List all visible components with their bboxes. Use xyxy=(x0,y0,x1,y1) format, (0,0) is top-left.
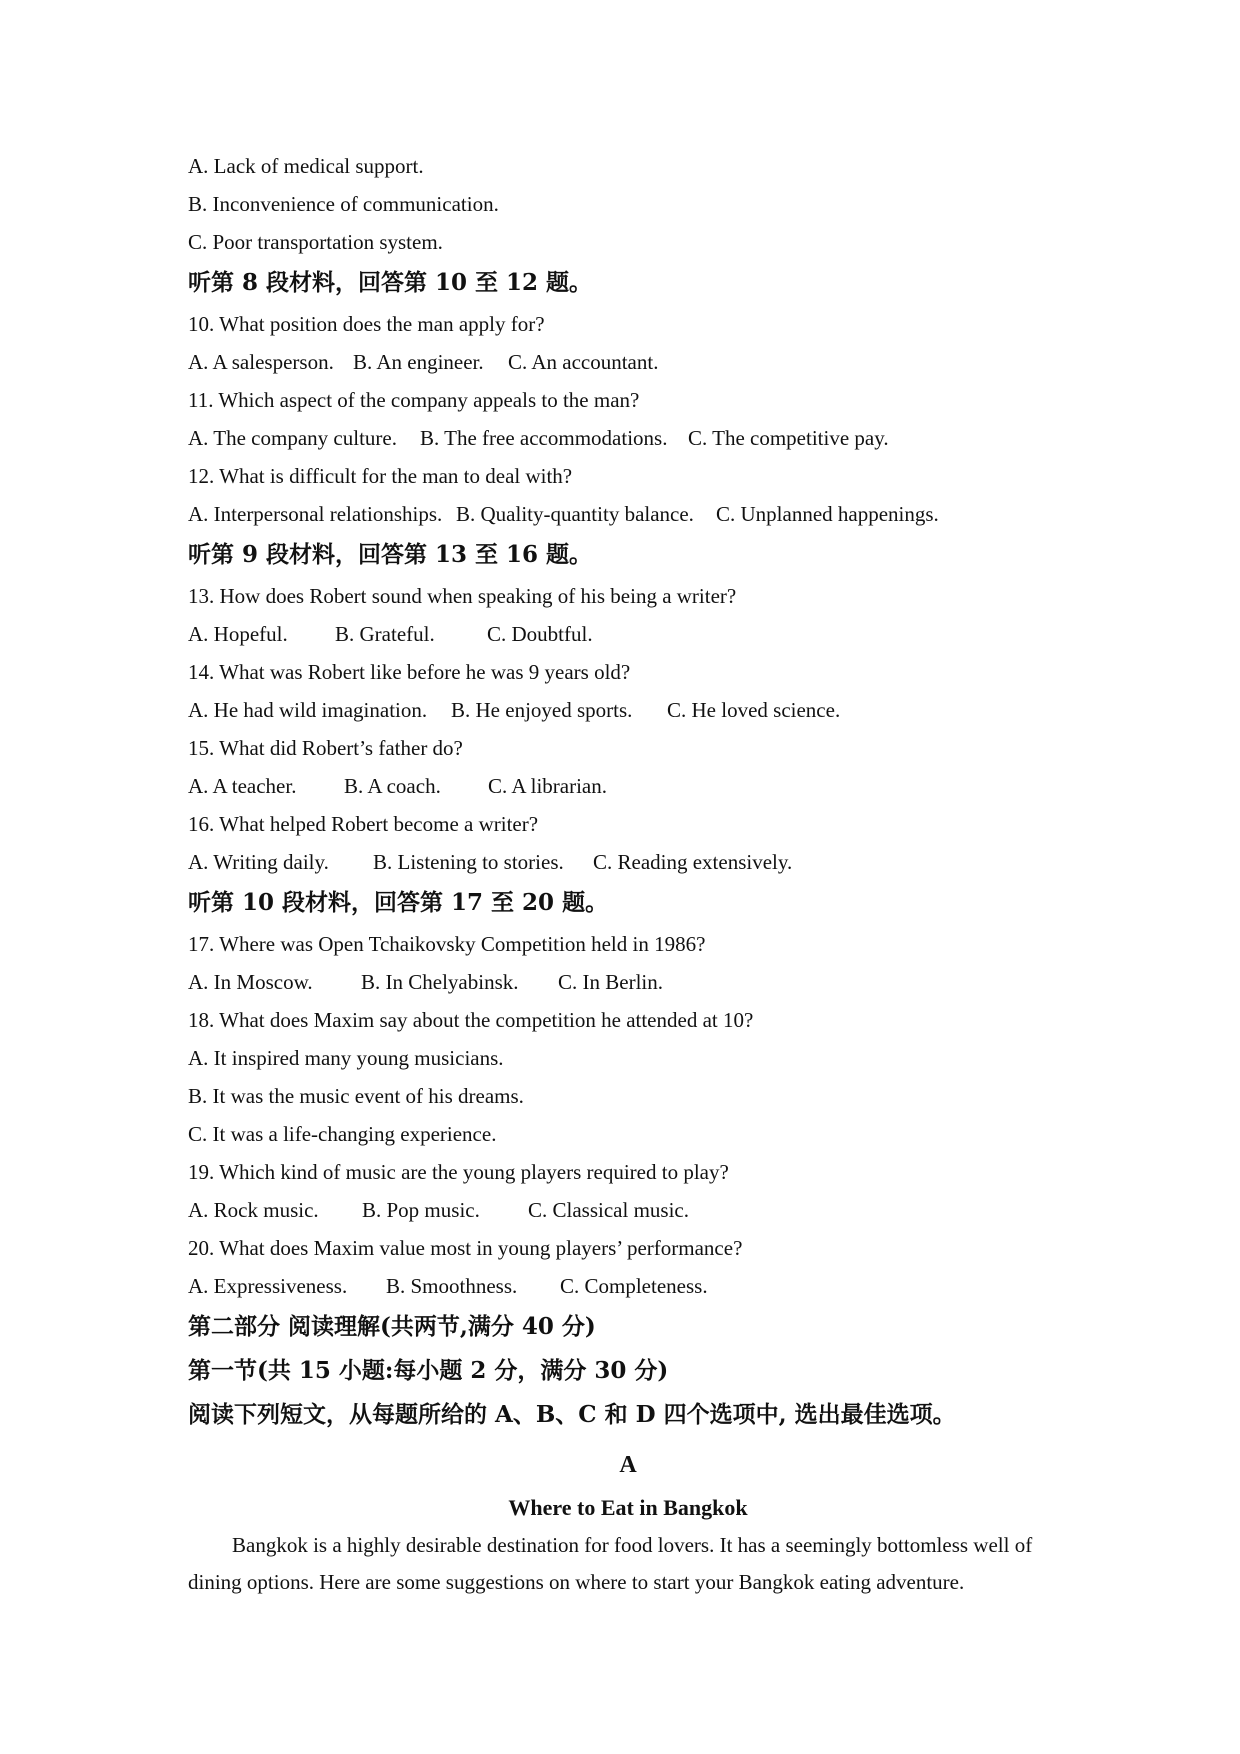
q17-question: 17. Where was Open Tchaikovsky Competition held in 1986? xyxy=(188,932,706,956)
q9-option-c: C. Poor transportation system. xyxy=(188,230,443,254)
q17-option-a: A. In Moscow. xyxy=(188,970,313,994)
q12-option-a: A. Interpersonal relationships. xyxy=(188,502,443,526)
reading-instruction: 阅读下列短文，从每题所给的 A、B、C 和 D 四个选项中, 选出最佳选项。 xyxy=(188,1401,956,1428)
q13-option-c: C. Doubtful. xyxy=(487,622,593,646)
q16-option-a: A. Writing daily. xyxy=(188,850,329,874)
q11-option-a: A. The company culture. xyxy=(188,426,397,450)
q19-option-c: C. Classical music. xyxy=(528,1198,689,1222)
passage-letter: A xyxy=(619,1452,637,1478)
exam-page xyxy=(188,147,1068,1601)
q19-options xyxy=(188,1191,1068,1229)
q14-option-b: B. He enjoyed sports. xyxy=(451,698,633,722)
q14-options xyxy=(188,691,1068,729)
q17-options xyxy=(188,963,1068,1001)
q10-question: 10. What position does the man apply for? xyxy=(188,312,545,336)
q20-question: 20. What does Maxim value most in young players’ performance? xyxy=(188,1236,743,1260)
q12-option-c: C. Unplanned happenings. xyxy=(716,502,939,526)
q14-question: 14. What was Robert like before he was 9 years old? xyxy=(188,660,631,684)
section-9-heading: 听第 9 段材料，回答第 13 至 16 题。 xyxy=(188,541,593,568)
q18-question: 18. What does Maxim say about the competition he attended at 10? xyxy=(188,1008,754,1032)
q19-question: 19. Which kind of music are the young players required to play? xyxy=(188,1160,729,1184)
q20-option-b: B. Smoothness. xyxy=(386,1274,518,1298)
q16-question: 16. What helped Robert become a writer? xyxy=(188,812,539,836)
q9-option-b: B. Inconvenience of communication. xyxy=(188,192,499,216)
q14-option-a: A. He had wild imagination. xyxy=(188,698,428,722)
q12-option-b: B. Quality-quantity balance. xyxy=(456,502,694,526)
q15-options xyxy=(188,767,1068,805)
q11-option-b: B. The free accommodations. xyxy=(420,426,668,450)
q17-option-b: B. In Chelyabinsk. xyxy=(361,970,519,994)
passage-paragraph: Bangkok is a highly desirable destination for food lovers. It has a seemingly bottomless well of dining options. Here are some suggestions on where to start your Bangkok eating adventure. xyxy=(188,1533,1033,1594)
q13-option-b: B. Grateful. xyxy=(335,622,435,646)
q17-option-c: C. In Berlin. xyxy=(558,970,663,994)
q18-option-b: B. It was the music event of his dreams. xyxy=(188,1084,524,1108)
q13-option-a: A. Hopeful. xyxy=(188,622,288,646)
q15-question: 15. What did Robert’s father do? xyxy=(188,736,463,760)
q15-option-c: C. A librarian. xyxy=(488,774,607,798)
q13-options xyxy=(188,615,1068,653)
q12-options xyxy=(188,495,1068,533)
section-10-heading: 听第 10 段材料，回答第 17 至 20 题。 xyxy=(188,889,609,916)
passage-title: Where to Eat in Bangkok xyxy=(508,1495,748,1520)
q10-option-b: B. An engineer. xyxy=(353,350,484,374)
q11-options xyxy=(188,419,1068,457)
part2-heading: 第二部分 阅读理解(共两节,满分 40 分) xyxy=(188,1313,596,1340)
q20-option-c: C. Completeness. xyxy=(560,1274,708,1298)
q18-option-a: A. It inspired many young musicians. xyxy=(188,1046,504,1070)
q16-options xyxy=(188,843,1068,881)
q19-option-b: B. Pop music. xyxy=(362,1198,480,1222)
q19-option-a: A. Rock music. xyxy=(188,1198,319,1222)
q9-option-a: A. Lack of medical support. xyxy=(188,154,424,178)
section-8-heading: 听第 8 段材料，回答第 10 至 12 题。 xyxy=(188,269,593,296)
q15-option-b: B. A coach. xyxy=(344,774,441,798)
q13-question: 13. How does Robert sound when speaking of his being a writer? xyxy=(188,584,737,608)
q11-question: 11. Which aspect of the company appeals to the man? xyxy=(188,388,640,412)
q18-option-c: C. It was a life-changing experience. xyxy=(188,1122,497,1146)
q11-option-c: C. The competitive pay. xyxy=(688,426,889,450)
q20-option-a: A. Expressiveness. xyxy=(188,1274,348,1298)
q14-option-c: C. He loved science. xyxy=(667,698,841,722)
q16-option-b: B. Listening to stories. xyxy=(373,850,564,874)
q12-question: 12. What is difficult for the man to deal with? xyxy=(188,464,573,488)
q10-option-c: C. An accountant. xyxy=(508,350,659,374)
part2-section1-heading: 第一节(共 15 小题:每小题 2 分，满分 30 分) xyxy=(188,1357,669,1384)
q16-option-c: C. Reading extensively. xyxy=(593,850,793,874)
q20-options xyxy=(188,1267,1068,1305)
q15-option-a: A. A teacher. xyxy=(188,774,297,798)
q10-options xyxy=(188,343,1068,381)
q10-option-a: A. A salesperson. xyxy=(188,350,334,374)
